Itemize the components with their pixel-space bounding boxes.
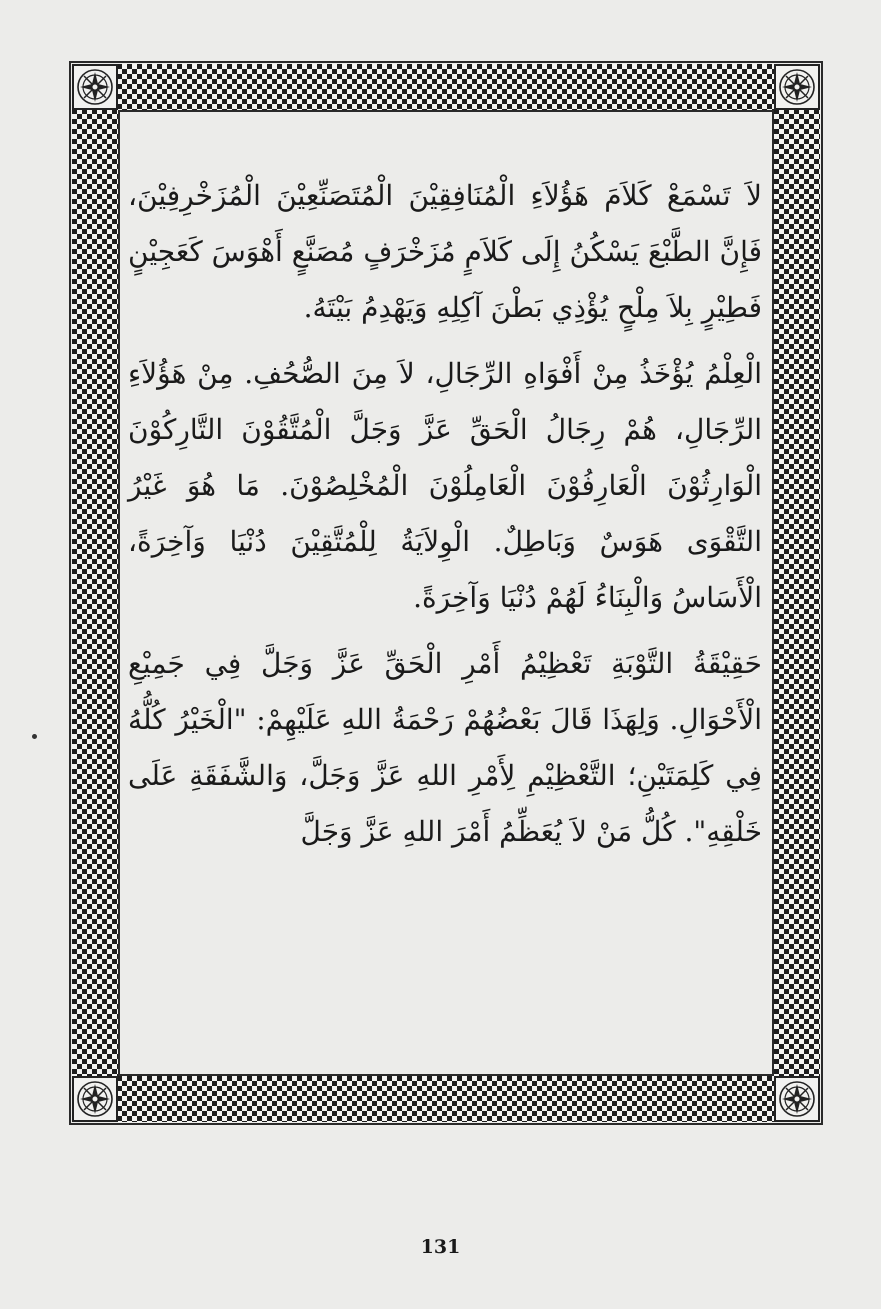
rosette-ornament-icon xyxy=(72,64,118,110)
paragraph: لاَ تَسْمَعْ كَلاَمَ هَؤُلاَءِ الْمُنَافِقِيْنَ الْمُتَصَنِّعِيْنَ الْمُزَخْرِفِيْنَ، فَإِنَّ الطَّبْعَ يَسْكُنُ إِلَى كَلاَمٍ مُزَخْرَفٍ مُصَنَّعٍ أَهْوَسَ كَعَجِيْنٍ فَطِيْرٍ بِلاَ مِلْحٍ يُؤْذِي بَطْنَ آكِلِهِ وَيَهْدِمُ بَيْتَهُ. xyxy=(128,179,762,324)
rosette-ornament-icon xyxy=(72,1076,118,1122)
rosette-ornament-icon xyxy=(774,64,820,110)
page-body-text xyxy=(128,168,762,860)
paragraph: حَقِيْقَةُ التَّوْبَةِ تَعْظِيْمُ أَمْرِ الْحَقِّ عَزَّ وَجَلَّ فِي جَمِيْعِ الْأَحْوَالِ. وَلِهَذَا قَالَ بَعْضُهُمْ رَحْمَةُ اللهِ عَلَيْهِمْ: "الْخَيْرُ كُلُّهُ فِي كَلِمَتَيْنِ؛ التَّعْظِيْمِ لِأَمْرِ اللهِ عَزَّ وَجَلَّ، وَالشَّفَقَةِ عَلَى خَلْقِهِ". كُلُّ مَنْ لاَ يُعَظِّمُ أَمْرَ اللهِ عَزَّ وَجَلَّ xyxy=(128,647,762,848)
rosette-ornament-icon xyxy=(774,1076,820,1122)
paragraph: الْعِلْمُ يُؤْخَذُ مِنْ أَفْوَاهِ الرِّجَالِ، لاَ مِنَ الصُّحُفِ. مِنْ هَؤُلاَءِ الرِّجَالِ، هُمْ رِجَالُ الْحَقِّ عَزَّ وَجَلَّ الْمُتَّقُوْنَ التَّارِكُوْنَ الْوَارِثُوْنَ الْعَارِفُوْنَ الْعَامِلُوْنَ الْمُخْلِصُوْنَ. مَا هُوَ غَيْرُ التَّقْوَى هَوَسٌ وَبَاطِلٌ. الْوِلاَيَةُ لِلْمُتَّقِيْنَ دُنْيَا وَآخِرَةً، الْأَسَاسُ وَالْبِنَاءُ لَهُمْ دُنْيَا وَآخِرَةً. xyxy=(128,357,762,614)
page-number: 131 xyxy=(420,1236,461,1258)
margin-mark xyxy=(32,734,37,739)
